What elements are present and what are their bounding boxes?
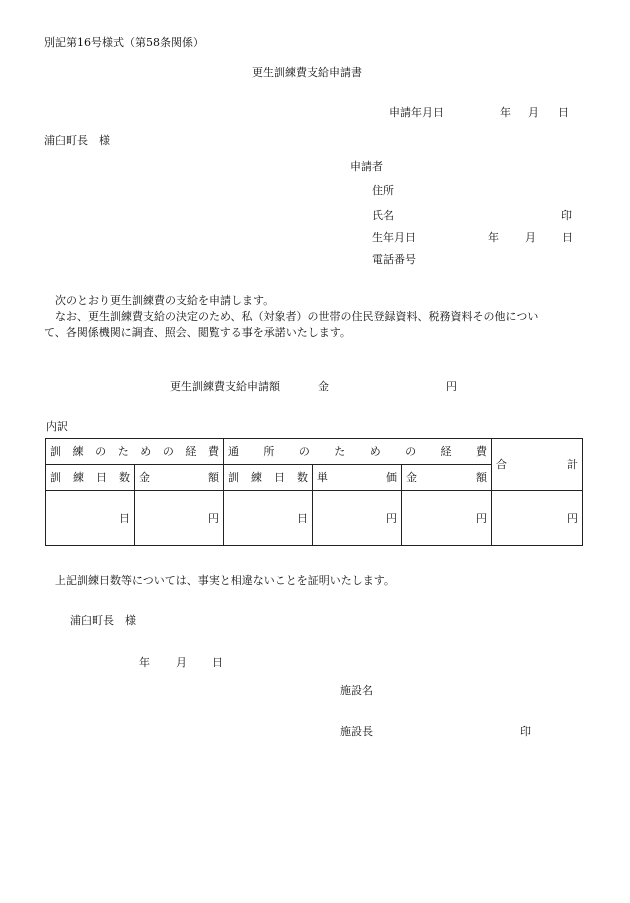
body-text-line-1: 次のとおり更生訓練費の支給を申請します。 [55,294,275,307]
document-title: 更生訓練費支給申請書 [252,66,362,79]
amount-unit: 円 [446,380,457,393]
applicant-birthdate-label: 生年月日 [372,231,416,244]
applicant-seal: 印 [561,209,572,222]
cell-training-days[interactable]: 日 [46,491,135,546]
sub-training-days: 訓 練 日 数 [46,465,135,491]
body-text [44,293,584,341]
applicant-name-label: 氏名 [372,209,394,222]
cert-date-year: 年 [139,656,150,669]
cell-training-amount[interactable]: 円 [135,491,224,546]
applicant-birth-day: 日 [562,231,573,244]
applicant-birth-year: 年 [488,231,499,244]
application-date-label: 申請年月日 [389,106,444,119]
applicant-address-label: 住所 [372,184,394,197]
amount-prefix: 金 [318,380,329,393]
sub-commute-days: 訓 練 日 数 [224,465,313,491]
cell-commute-unit-price[interactable]: 円 [313,491,402,546]
amount-label: 更生訓練費支給申請額 [170,380,280,393]
form-code: 別記第16号様式（第58条関係） [44,36,204,49]
addressee: 浦臼町長 様 [44,134,110,147]
applicant-phone-label: 電話番号 [372,253,416,266]
application-date-year: 年 [500,106,511,119]
sub-training-amount: 金 額 [135,465,224,491]
sub-commute-amount: 金 額 [402,465,492,491]
cell-commute-amount[interactable]: 円 [402,491,492,546]
cell-total[interactable]: 円 [492,491,583,546]
application-date-day: 日 [558,106,569,119]
cert-date-month: 月 [176,656,187,669]
header-total: 合 計 [492,439,583,491]
applicant-birth-month: 月 [525,231,536,244]
header-training-cost: 訓 練 の た め の 経 費 [46,439,224,465]
breakdown-label: 内訳 [46,420,68,433]
body-text-line-2: なお、更生訓練費支給の決定のため、私（対象者）の世帯の住民登録資料、税務資料その他につい [55,310,539,323]
breakdown-table [45,438,583,546]
addressee-2: 浦臼町長 様 [70,614,136,627]
facility-head-label: 施設長 [340,725,373,738]
cell-commute-days[interactable]: 日 [224,491,313,546]
certification-text: 上記訓練日数等については、事実と相違ないことを証明いたします。 [55,574,395,587]
header-commute-cost: 通 所 の た め の 経 費 [224,439,492,465]
facility-name-label: 施設名 [340,684,373,697]
application-date-month: 月 [528,106,539,119]
sub-commute-unit-price: 単 価 [313,465,402,491]
body-text-line-3: て、各関係機関に調査、照会、閲覧する事を承諾いたします。 [44,326,351,339]
facility-seal: 印 [520,725,531,738]
cert-date-day: 日 [212,656,223,669]
applicant-heading: 申請者 [350,160,383,173]
